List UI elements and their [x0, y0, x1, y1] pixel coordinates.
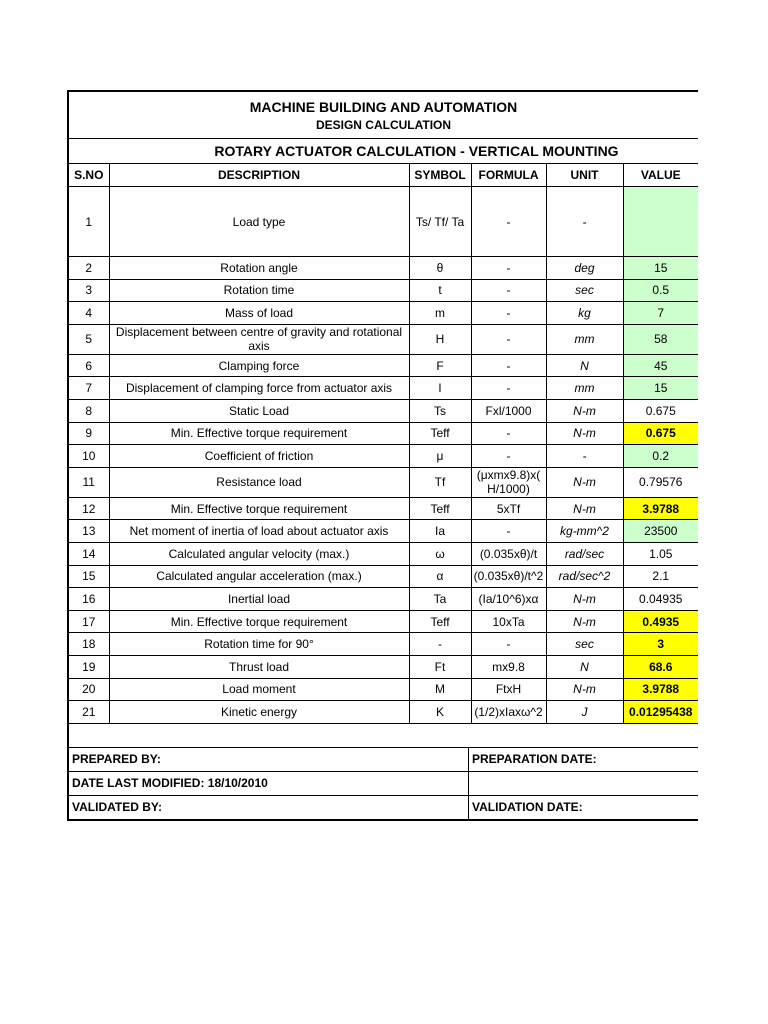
- cell-formula: -: [471, 633, 546, 656]
- table-row: [69, 445, 698, 468]
- cell-sno: 2: [69, 257, 109, 280]
- cell-sno: 7: [69, 377, 109, 400]
- cell-value: 0.5: [623, 279, 698, 302]
- cell-value: [623, 187, 698, 257]
- cell-unit: rad/sec^2: [546, 565, 623, 588]
- cell-formula: FtxH: [471, 678, 546, 701]
- cell-description: Clamping force: [109, 354, 409, 377]
- cell-description: Displacement of clamping force from actuator axis: [109, 377, 409, 400]
- table-row: [69, 324, 698, 354]
- cell-formula: (0.035xθ)/t^2: [471, 565, 546, 588]
- cell-symbol: Ts: [409, 399, 471, 422]
- cell-value: 3.9788: [623, 678, 698, 701]
- sheet-title: ROTARY ACTUATOR CALCULATION - VERTICAL MOUNTING: [69, 139, 698, 164]
- cell-formula: (1/2)xIaxω^2: [471, 701, 546, 724]
- cell-description: Rotation angle: [109, 257, 409, 280]
- cell-value: 23500: [623, 520, 698, 543]
- table-row: [69, 187, 698, 257]
- cell-symbol: l: [409, 377, 471, 400]
- column-header-unit: UNIT: [546, 164, 623, 187]
- sheet-header: [69, 92, 698, 139]
- cell-description: Coefficient of friction: [109, 445, 409, 468]
- cell-unit: N-m: [546, 467, 623, 497]
- cell-unit: N: [546, 354, 623, 377]
- cell-unit: sec: [546, 633, 623, 656]
- cell-unit: J: [546, 701, 623, 724]
- cell-formula: Fxl/1000: [471, 399, 546, 422]
- cell-value: 3: [623, 633, 698, 656]
- cell-sno: 18: [69, 633, 109, 656]
- cell-symbol: Teff: [409, 497, 471, 520]
- cell-sno: 1: [69, 187, 109, 257]
- cell-description: Static Load: [109, 399, 409, 422]
- cell-unit: N-m: [546, 610, 623, 633]
- cell-unit: N: [546, 655, 623, 678]
- cell-formula: -: [471, 302, 546, 325]
- cell-description: Rotation time for 90°: [109, 633, 409, 656]
- prepared-by-label: PREPARED BY:: [69, 748, 469, 771]
- calculation-table: [69, 164, 698, 724]
- cell-symbol: H: [409, 324, 471, 354]
- cell-description: Resistance load: [109, 467, 409, 497]
- cell-unit: N-m: [546, 422, 623, 445]
- cell-symbol: t: [409, 279, 471, 302]
- cell-value: 0.675: [623, 399, 698, 422]
- column-header-value: VALUE: [623, 164, 698, 187]
- table-body: [69, 187, 698, 724]
- cell-formula: 10xTa: [471, 610, 546, 633]
- cell-description: Min. Effective torque requirement: [109, 422, 409, 445]
- cell-value: 15: [623, 257, 698, 280]
- cell-sno: 16: [69, 588, 109, 611]
- sheet-subtitle: DESIGN CALCULATION: [315, 118, 452, 132]
- cell-sno: 12: [69, 497, 109, 520]
- cell-sno: 10: [69, 445, 109, 468]
- cell-formula: -: [471, 354, 546, 377]
- cell-value: 0.01295438: [623, 701, 698, 724]
- cell-description: Kinetic energy: [109, 701, 409, 724]
- cell-formula: -: [471, 520, 546, 543]
- table-header-row: [69, 164, 698, 187]
- cell-description: Net moment of inertia of load about actuator axis: [109, 520, 409, 543]
- table-row: [69, 354, 698, 377]
- cell-unit: N-m: [546, 678, 623, 701]
- cell-formula: -: [471, 279, 546, 302]
- cell-symbol: Tf: [409, 467, 471, 497]
- cell-symbol: Teff: [409, 610, 471, 633]
- cell-symbol: Teff: [409, 422, 471, 445]
- cell-sno: 19: [69, 655, 109, 678]
- cell-sno: 15: [69, 565, 109, 588]
- cell-sno: 13: [69, 520, 109, 543]
- cell-unit: N-m: [546, 588, 623, 611]
- cell-unit: N-m: [546, 497, 623, 520]
- validation-date-label: VALIDATION DATE:: [472, 799, 583, 814]
- table-row: [69, 678, 698, 701]
- cell-symbol: K: [409, 701, 471, 724]
- date-last-modified-label: DATE LAST MODIFIED: 18/10/2010: [69, 772, 469, 795]
- cell-value: 2.1: [623, 565, 698, 588]
- cell-formula: -: [471, 377, 546, 400]
- cell-description: Inertial load: [109, 588, 409, 611]
- table-row: [69, 520, 698, 543]
- cell-sno: 11: [69, 467, 109, 497]
- cell-sno: 5: [69, 324, 109, 354]
- cell-symbol: Ia: [409, 520, 471, 543]
- cell-description: Calculated angular velocity (max.): [109, 542, 409, 565]
- cell-symbol: Ts/ Tf/ Ta: [409, 187, 471, 257]
- cell-formula: mx9.8: [471, 655, 546, 678]
- cell-description: Min. Effective torque requirement: [109, 610, 409, 633]
- cell-sno: 20: [69, 678, 109, 701]
- table-row: [69, 302, 698, 325]
- sheet-footer: [69, 748, 698, 819]
- cell-symbol: α: [409, 565, 471, 588]
- cell-symbol: ω: [409, 542, 471, 565]
- cell-symbol: F: [409, 354, 471, 377]
- cell-value: 3.9788: [623, 497, 698, 520]
- cell-formula: -: [471, 187, 546, 257]
- table-row: [69, 565, 698, 588]
- cell-unit: deg: [546, 257, 623, 280]
- cell-unit: mm: [546, 377, 623, 400]
- cell-formula: -: [471, 445, 546, 468]
- table-row: [69, 257, 698, 280]
- cell-sno: 4: [69, 302, 109, 325]
- cell-sno: 6: [69, 354, 109, 377]
- cell-symbol: m: [409, 302, 471, 325]
- cell-value: 0.4935: [623, 610, 698, 633]
- table-row: [69, 377, 698, 400]
- cell-unit: -: [546, 187, 623, 257]
- cell-symbol: M: [409, 678, 471, 701]
- column-header-description: DESCRIPTION: [109, 164, 409, 187]
- cell-description: Min. Effective torque requirement: [109, 497, 409, 520]
- cell-symbol: -: [409, 633, 471, 656]
- cell-description: Calculated angular acceleration (max.): [109, 565, 409, 588]
- cell-symbol: Ft: [409, 655, 471, 678]
- footer-row: [69, 772, 698, 796]
- column-header-sno: S.NO: [69, 164, 109, 187]
- table-row: [69, 655, 698, 678]
- cell-value: 45: [623, 354, 698, 377]
- cell-formula: -: [471, 257, 546, 280]
- table-row: [69, 701, 698, 724]
- cell-unit: rad/sec: [546, 542, 623, 565]
- calculation-sheet: [67, 90, 698, 821]
- cell-value: 7: [623, 302, 698, 325]
- cell-value: 58: [623, 324, 698, 354]
- cell-formula: (μxmx9.8)x( H/1000): [471, 467, 546, 497]
- company-name: MACHINE BUILDING AND AUTOMATION: [249, 99, 518, 115]
- footer-row: [69, 796, 698, 819]
- cell-formula: -: [471, 324, 546, 354]
- table-row: [69, 610, 698, 633]
- column-header-formula: FORMULA: [471, 164, 546, 187]
- table-spacer: [69, 724, 698, 748]
- cell-unit: kg: [546, 302, 623, 325]
- cell-unit: sec: [546, 279, 623, 302]
- cell-value: 15: [623, 377, 698, 400]
- footer-row: [69, 748, 698, 772]
- cell-value: 1.05: [623, 542, 698, 565]
- cell-formula: -: [471, 422, 546, 445]
- cell-description: Rotation time: [109, 279, 409, 302]
- cell-description: Mass of load: [109, 302, 409, 325]
- table-row: [69, 497, 698, 520]
- cell-unit: kg-mm^2: [546, 520, 623, 543]
- cell-formula: 5xTf: [471, 497, 546, 520]
- cell-symbol: Ta: [409, 588, 471, 611]
- validated-by-label: VALIDATED BY:: [69, 796, 469, 819]
- cell-symbol: μ: [409, 445, 471, 468]
- cell-value: 0.79576: [623, 467, 698, 497]
- cell-value: 0.675: [623, 422, 698, 445]
- cell-sno: 3: [69, 279, 109, 302]
- cell-sno: 14: [69, 542, 109, 565]
- cell-value: 0.2: [623, 445, 698, 468]
- cell-sno: 21: [69, 701, 109, 724]
- table-row: [69, 399, 698, 422]
- cell-sno: 8: [69, 399, 109, 422]
- cell-formula: (0.035xθ)/t: [471, 542, 546, 565]
- cell-unit: mm: [546, 324, 623, 354]
- column-header-symbol: SYMBOL: [409, 164, 471, 187]
- table-row: [69, 542, 698, 565]
- cell-value: 68.6: [623, 655, 698, 678]
- cell-description: Displacement between centre of gravity and rotational axis: [109, 324, 409, 354]
- table-row: [69, 588, 698, 611]
- cell-description: Load moment: [109, 678, 409, 701]
- cell-symbol: θ: [409, 257, 471, 280]
- footer-empty-cell: [469, 772, 698, 795]
- table-row: [69, 633, 698, 656]
- cell-description: Thrust load: [109, 655, 409, 678]
- table-row: [69, 467, 698, 497]
- preparation-date-label: PREPARATION DATE:: [472, 751, 597, 766]
- cell-unit: -: [546, 445, 623, 468]
- cell-description: Load type: [109, 187, 409, 257]
- cell-sno: 17: [69, 610, 109, 633]
- cell-sno: 9: [69, 422, 109, 445]
- table-row: [69, 279, 698, 302]
- cell-formula: (Ia/10^6)xα: [471, 588, 546, 611]
- table-row: [69, 422, 698, 445]
- cell-value: 0.04935: [623, 588, 698, 611]
- cell-unit: N-m: [546, 399, 623, 422]
